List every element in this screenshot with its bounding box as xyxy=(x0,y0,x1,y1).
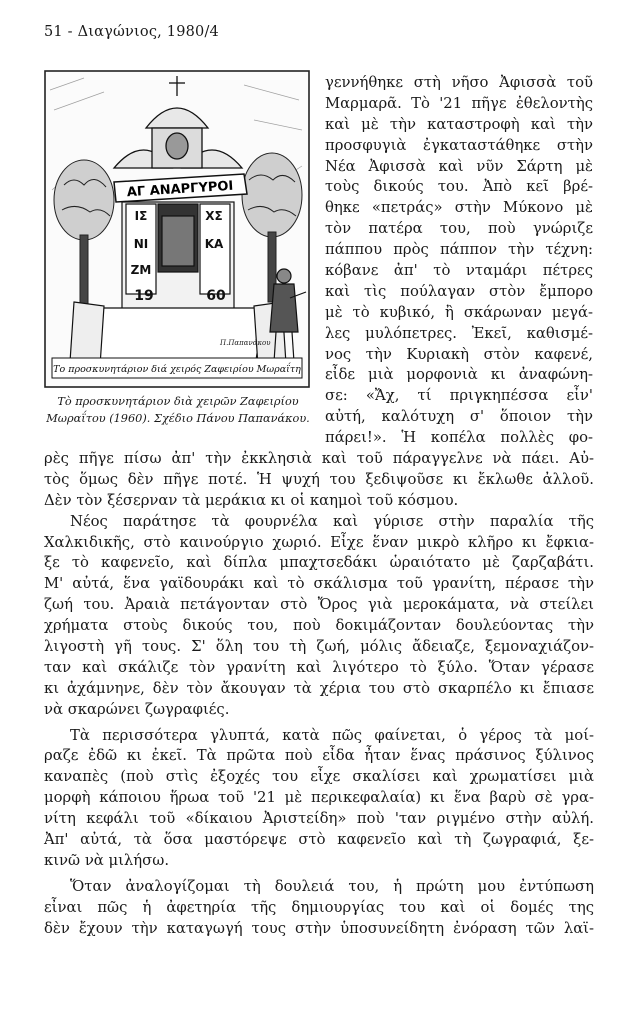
text-line: Ἀπ' αὐτά, τὰ ὅσα μαστόρεψε στὸ καφενεῖο καὶ τὴ ζωγραφιά, ξε- xyxy=(44,831,594,849)
text-line: Μ' αὐτά, ἕνα γαϊδουράκι καὶ τὸ σκάλισμα τοῦ γρανίτη, πέρασε τὴν xyxy=(44,575,594,593)
text-line: γεννήθηκε στὴ νῆσο Ἀφισσὰ τοῦ xyxy=(325,74,593,91)
text-line: χρήματα στοὺς δικούς του, ποὺ δοκιμάζονταν δουλεύοντας τὴν xyxy=(44,617,594,635)
text-line: Μαρμαρᾶ. Τὸ '21 πῆγε ἐθελοντὴς xyxy=(325,94,593,112)
text-line: Χαλκιδικῆς, στὸ καινούργιο χωριό. Εἶχε ἕναν μικρὸ κλῆρο κι ἔφκια- xyxy=(44,533,594,551)
plaque-cell-2: ΧΣ xyxy=(205,209,223,223)
text-line: τὸν πατέρα του, ποὺ γνώριζε xyxy=(325,220,593,238)
text-line: μὲ τὸ κυβικό, ἢ σκάρωναν μεγά- xyxy=(325,303,593,321)
text-line: ρὲς πῆγε πίσω ἀπ' τὴν ἐκκλησιὰ καὶ τοῦ πάραγγελνε νὰ πάει. Αὐ- xyxy=(44,450,594,467)
illustration-figure xyxy=(44,70,312,427)
church-base xyxy=(70,302,286,366)
text-line: προσφυγιὰ ἐγκαταστάθηκε στὴν xyxy=(325,136,593,154)
text-line: κινῶ νὰ μιλήσω. xyxy=(44,851,170,869)
text-line: μορφὴ κάποιου ἥρωα τοῦ '21 μὲ περικεφαλαία) κι ἕνα βαρὺ σὲ γρα- xyxy=(44,789,594,807)
plaque-cell-1: ΙΣ xyxy=(134,209,148,223)
caption-line: Μωραΐτου (1960). Σχέδιο Πάνου Παπανάκου. xyxy=(46,412,310,425)
text-line: αὐτή, καλότυχη σ' ὅποιον τὴν xyxy=(325,408,593,426)
artist-signature: Π.Παπανάκου xyxy=(220,339,271,347)
text-line: κόβανε ἀπ' τὸ νταμάρι πέτρες xyxy=(325,262,593,280)
bottom-inscription: Το προσκυνητάριον διά χειρός Ζαφειρίου Μωραΐτη xyxy=(53,364,301,375)
text-line: καὶ τὶς πούλαγαν στὸν ἔμπορο xyxy=(325,282,593,300)
text-line: ταν καὶ σκάλιζε τὸν γρανίτη καὶ λιγότερο τὸ ξύλο. Ὅταν γέρασε xyxy=(44,658,594,676)
running-header: 51 - Διαγώνιος, 1980/4 xyxy=(44,24,219,40)
text-line: ξε τὸ καφενεῖο, καὶ δίπλα μπαχτσεδάκι ὡραιότατο μὲ ζαρζαβάτι. xyxy=(44,554,594,572)
caption-line: Τὸ προσκυνητάριον διὰ χειρῶν Ζαφειρίου xyxy=(57,395,299,408)
plaque-year-right: 60 xyxy=(206,288,226,304)
text-line: ζωή του. Ἀραιὰ πετάγονταν στὸ Ὄρος γιὰ μεροκάματα, νὰ στείλει xyxy=(44,596,594,614)
text-line: σε: «Ἄχ, τί πριγκηπέσσα εἶν' xyxy=(325,387,593,405)
text-line: Νέος παράτησε τὰ φουρνέλα καὶ γύρισε στὴν παραλία τῆς xyxy=(70,512,594,530)
text-line: καναπὲς (ποὺ στὶς ἐξοχές του εἶχε σκαλίσει καὶ χρωματίσει μιὰ xyxy=(44,768,594,786)
text-line: Ὅταν ἀναλογίζομαι τὴ δουλειά του, ἡ πρώτη μου ἐντύπωση xyxy=(70,877,594,895)
text-line: τοὺς δικούς του. Ἀπὸ κεῖ βρέ- xyxy=(325,178,593,196)
plaque-year-left: 19 xyxy=(134,288,154,304)
text-line: νὰ σκαρώνει ζωγραφιές. xyxy=(44,700,230,718)
text-line: πάππου πρὸς πάππον τὴν τέχνη: xyxy=(325,241,593,259)
plaque-cell-5: ΖΜ xyxy=(130,263,152,277)
text-line: νος τὴν Κυριακὴ στὸν καφενέ, xyxy=(325,345,593,363)
text-line: καὶ μὲ τὴν καταστροφὴ καὶ τὴν xyxy=(325,115,593,133)
body-text xyxy=(44,449,594,939)
text-line: δὲν ἔχουν τὴν καταγωγή τους στὴν ὑποσυνείδητη ἐνόραση τῶν λαϊ- xyxy=(44,919,594,937)
text-line: εἶδε μιὰ μορφονιὰ κι ἀναφώνη- xyxy=(325,366,593,384)
text-column xyxy=(325,73,593,449)
text-line: νίτη κεφάλι τοῦ «δίκαιου Ἀριστείδη» ποὺ 'ταν ριγμένο στὴν αὐλή. xyxy=(44,810,594,828)
shrine-drawing xyxy=(44,70,310,388)
plaque-cell-3: ΝΙ xyxy=(133,237,149,251)
plaque-cell-4: ΚΑ xyxy=(204,237,224,251)
text-line: εἶναι πῶς ἡ ἀφετηρία τῆς δημιουργίας του καὶ οἱ δομές της xyxy=(44,898,594,916)
text-line: τὸς ὅμως δὲν πῆγε ποτέ. Ἡ ψυχή του ξεδιψοῦσε κι ἔκλωθε ἀλλοῦ. xyxy=(44,470,594,488)
text-line: λιγοστὴ γῆ τους. Σ' ὅλη του τὴ ζωή, μόλις ἄδειαζε, ξεμοναχιάζον- xyxy=(44,638,594,656)
text-line: Νέα Ἀφισσὰ καὶ νῦν Σάρτη μὲ xyxy=(325,157,593,175)
figure-caption xyxy=(44,393,312,427)
text-line: κι ἀχάμνηνε, δὲν τὸν ἄκουγαν τὰ χέρια του στὸ σκαρπέλο κι ἔπιασε xyxy=(44,679,594,697)
text-line: θηκε «πετράς» στὴν Μύκονο μὲ xyxy=(325,199,593,217)
text-line: Δὲν τὸν ξέσερναν τὰ μεράκια κι οἱ καημοὶ τοῦ κόσμου. xyxy=(44,491,459,509)
text-line: πάρει!». Ἡ κοπέλα πολλὲς φο- xyxy=(325,429,593,447)
text-line: ραζε ἐδῶ κι ἐκεῖ. Τὰ πρῶτα ποὺ εἶδα ἦταν ἕνας πράσινος ξύλινος xyxy=(44,747,594,765)
text-line: Τὰ περισσότερα γλυπτά, κατὰ πῶς φαίνεται, ὁ γέρος τὰ μοί- xyxy=(70,726,594,744)
text-line: λες μυλόπετρες. Ἐκεῖ, καθισμέ- xyxy=(325,324,593,342)
sign-text: ΑΓ ΑΝΑΡΓΥΡΟΙ xyxy=(126,178,234,201)
